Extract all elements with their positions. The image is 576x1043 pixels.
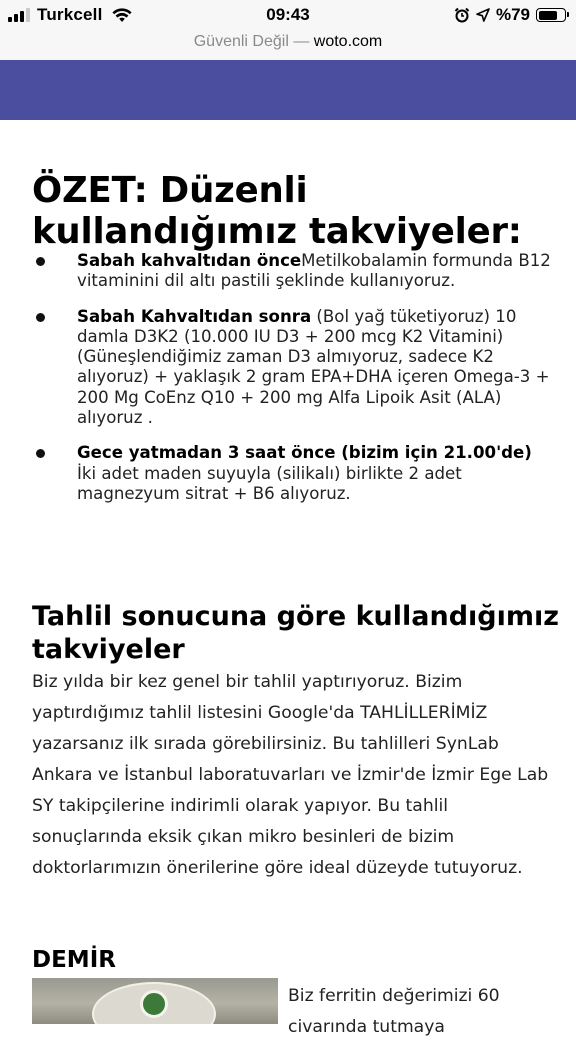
list-item-text: (Bol yağ tüketiyoruz) 10 damla D3K2 (10.000 IU D3 + 200 mcg K2 Vitamini) (Güneşlendiğimiz zaman D3 almıyoruz, sadece K2 alıyoruz) + yaklaşık 2 gram EPA+DHA içeren Omega-3 + 200 Mg CoEnz Q10 + 200 mg Alfa Lipoik Asit (ALA) alıyoruz . — [77, 306, 550, 428]
site-header-bar — [0, 60, 576, 120]
list-item-text: İki adet maden suyuyla (silikalı) birlikte 2 adet magnezyum sitrat + B6 alıyoruz. — [77, 463, 462, 503]
bullet-icon — [36, 449, 45, 458]
not-secure-label: Güvenli Değil — [193, 33, 289, 50]
bullet-icon — [36, 313, 45, 322]
supplement-bottle-image — [32, 978, 278, 1024]
clock: 09:43 — [266, 5, 310, 24]
list-item-text: Metilkobalamin formunda B12 vitaminini dil altı pastili şeklinde kullanıyoruz. — [77, 251, 551, 291]
bullet-icon — [36, 257, 45, 266]
alarm-clock-icon — [454, 7, 470, 23]
carrier-name: Turkcell — [37, 5, 103, 24]
battery-icon — [536, 8, 566, 22]
location-arrow-icon — [476, 8, 490, 22]
tests-heading: Tahlil sonucuna göre kullandığımız takviyeler — [32, 601, 559, 665]
list-item — [32, 443, 552, 504]
list-item-bold: Sabah kahvaltıdan önce — [77, 251, 302, 270]
list-item-bold: Gece yatmadan 3 saat önce (bizim için 21.00'de) — [77, 443, 532, 463]
supplement-list — [32, 251, 552, 504]
iron-heading: DEMİR — [32, 947, 116, 973]
url-separator: — — [288, 33, 314, 50]
summary-heading: ÖZET: Düzenli kullandığımız takviyeler: — [32, 170, 522, 252]
battery-percentage: %79 — [495, 5, 530, 24]
list-item-bold: Sabah Kahvaltıdan sonra — [77, 306, 312, 326]
tests-paragraph: Biz yılda bir kez genel bir tahlil yaptırıyoruz. Bizim yaptırdığımız tahlil listesini Google'da TAHLİLLERİMİZ yazarsanız ilk sırada görebilirsiniz. Bu tahlilleri SynLab Ankara ve İstanbul laboratuvarları ve İzmir'de İzmir Ege Lab SY takipçilerine indirimli olarak yapıyor. Bu tahlil sonuçlarında eksik çıkan mikro besinleri de bizim doktorlarımızın önerilerine göre ideal düzeyde tutuyoruz. — [32, 672, 549, 878]
address-bar[interactable] — [0, 30, 576, 60]
status-bar — [0, 0, 576, 30]
list-item — [32, 251, 552, 292]
iron-paragraph: Biz ferritin değerimizi 60 civarında tutmaya — [288, 986, 500, 1037]
list-item — [32, 307, 552, 429]
url-domain: woto.com — [313, 33, 383, 50]
